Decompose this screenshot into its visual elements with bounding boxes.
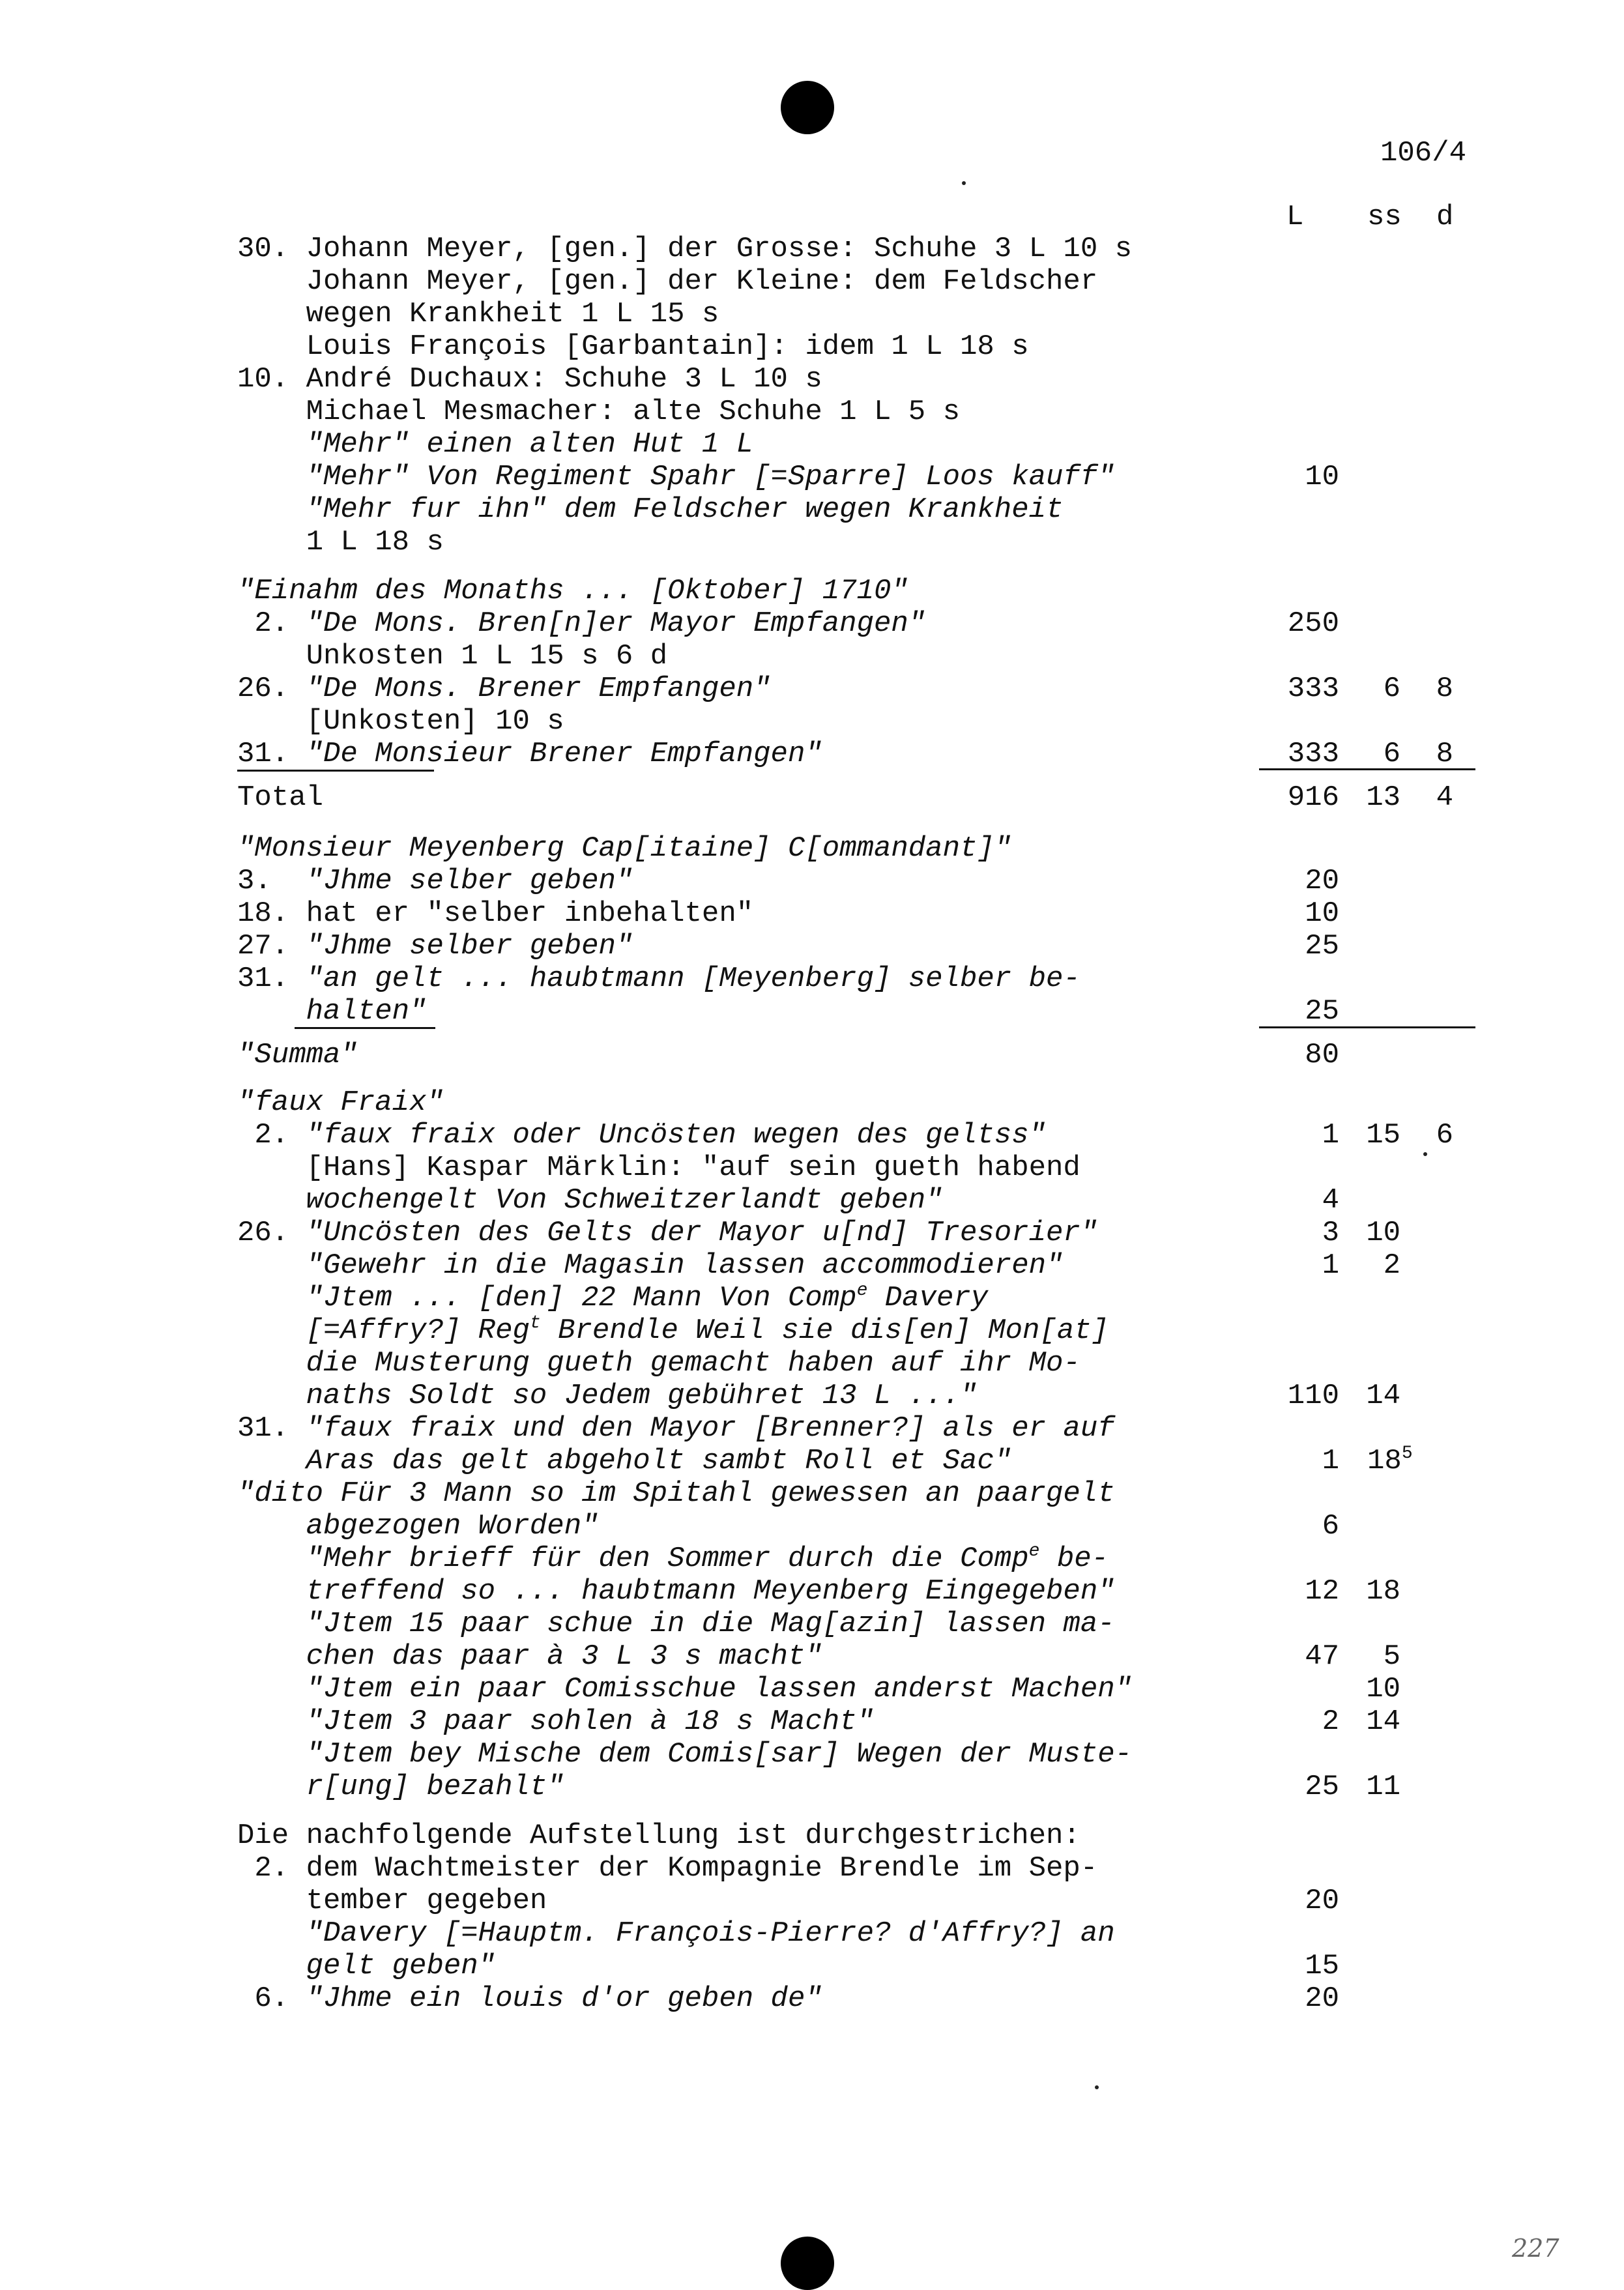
amount-ss: 5 — [1383, 1640, 1400, 1673]
entry-line: "dito Für 3 Mann so im Spitahl gewessen an paargelt — [237, 1477, 1115, 1510]
section-heading: "faux Fraix" — [237, 1086, 444, 1119]
amount-l: 15 — [1305, 1950, 1339, 1982]
entry-line: tember gegeben — [306, 1885, 547, 1917]
amount-l: 20 — [1305, 1982, 1339, 2015]
entry-line: "Jtem ein paar Comisschue lassen anderst Machen" — [306, 1673, 1133, 1705]
entry-line: "Mehr fur ihn" dem Feldscher wegen Krankheit — [306, 493, 1064, 526]
amount-l: 25 — [1305, 995, 1339, 1028]
entry-line: halten" — [306, 995, 427, 1028]
entry-line: "Jtem 15 paar schue in die Mag[azin] lassen ma- — [306, 1608, 1115, 1640]
amount-l: 25 — [1305, 930, 1339, 963]
entry-line: 6. "Jhme ein louis d'or geben de" — [254, 1982, 822, 2015]
section-heading: Die nachfolgende Aufstellung ist durchgestrichen: — [237, 1819, 1080, 1852]
amount-l: 110 — [1287, 1380, 1339, 1412]
entry-line: 27. "Jhme selber geben" — [237, 930, 633, 963]
sum-rule — [1259, 1026, 1475, 1028]
amount-l: 20 — [1305, 865, 1339, 897]
underline-rule — [237, 770, 434, 772]
entry-line: treffend so ... haubtmann Meyenberg Eingegeben" — [306, 1575, 1115, 1608]
entry-line: wegen Krankheit 1 L 15 s — [306, 298, 719, 330]
entry-line: "Mehr" einen alten Hut 1 L — [306, 428, 754, 461]
handwritten-page-number: 227 — [1512, 2234, 1559, 2263]
total-l: 916 — [1287, 781, 1339, 814]
entry-line: Unkosten 1 L 15 s 6 d — [306, 640, 668, 673]
entry-line: Johann Meyer, [gen.] der Kleine: dem Feldscher — [306, 265, 1098, 298]
entry-line: 31. "De Monsieur Brener Empfangen" — [237, 738, 822, 770]
amount-ss: 2 — [1383, 1249, 1400, 1282]
column-header-l: L — [1286, 201, 1304, 233]
section-heading: "Monsieur Meyenberg Cap[itaine] C[ommandant]" — [237, 832, 1012, 865]
amount-l: 2 — [1322, 1705, 1339, 1738]
total-label: Total — [237, 781, 324, 814]
entry-line: "Jtem ... [den] 22 Mann Von Comp$^e$ Davery — [306, 1281, 989, 1314]
entry-line: 3. "Jhme selber geben" — [237, 865, 633, 897]
amount-l: 3 — [1322, 1217, 1339, 1249]
entry-line: r[ung] bezahlt" — [306, 1771, 564, 1803]
punch-hole-bottom — [781, 2237, 834, 2290]
entry-line: 2. "De Mons. Bren[n]er Mayor Empfangen" — [254, 607, 926, 640]
entry-line: 10. André Duchaux: Schuhe 3 L 10 s — [237, 363, 822, 396]
amount-d: 8 — [1436, 673, 1453, 705]
amount-l: 47 — [1305, 1640, 1339, 1673]
speck — [1095, 2085, 1099, 2089]
entry-line: "Mehr brieff für den Sommer durch die Comp$^e$ be- — [306, 1541, 1109, 1575]
entry-line: "Davery [=Hauptm. François-Pierre? d'Affry?] an — [306, 1917, 1115, 1950]
entry-line: 31. "an gelt ... haubtmann [Meyenberg] selber be- — [237, 963, 1080, 995]
summa-l: 80 — [1305, 1039, 1339, 1071]
amount-l: 333 — [1287, 738, 1339, 770]
summa-label: "Summa" — [237, 1039, 358, 1071]
amount-l: 1 — [1322, 1249, 1339, 1282]
entry-line: 26. "De Mons. Brener Empfangen" — [237, 673, 771, 705]
entry-line: "Mehr" Von Regiment Spahr [=Sparre] Loos kauff" — [306, 461, 1115, 493]
page-number: 106/4 — [1380, 137, 1467, 169]
underline-rule — [295, 1027, 435, 1029]
amount-l: 25 — [1305, 1771, 1339, 1803]
amount-l: 12 — [1305, 1575, 1339, 1608]
entry-line: "Jtem bey Mische dem Comis[sar] Wegen der Muste- — [306, 1738, 1133, 1771]
entry-line: Louis François [Garbantain]: idem 1 L 18 s — [306, 330, 1029, 363]
entry-line: Aras das gelt abgeholt sambt Roll et Sac" — [306, 1445, 1012, 1477]
amount-l: 10 — [1305, 897, 1339, 930]
amount-ss: 6 — [1383, 738, 1400, 770]
entry-line: gelt geben" — [306, 1950, 496, 1982]
entry-line: "Jtem 3 paar sohlen à 18 s Macht" — [306, 1705, 874, 1738]
entry-line: 2. dem Wachtmeister der Kompagnie Brendle im Sep- — [254, 1852, 1098, 1885]
entry-line: Michael Mesmacher: alte Schuhe 1 L 5 s — [306, 396, 960, 428]
total-ss: 13 — [1366, 781, 1400, 814]
amount-ss: 10 — [1366, 1673, 1400, 1705]
amount-ss: 14 — [1366, 1380, 1400, 1412]
entry-line: chen das paar à 3 L 3 s macht" — [306, 1640, 822, 1673]
amount-ss: $18^5$ — [1367, 1443, 1413, 1477]
amount-l: 333 — [1287, 673, 1339, 705]
column-header-d: d — [1436, 201, 1454, 233]
amount-l: 6 — [1322, 1510, 1339, 1543]
entry-line: naths Soldt so Jedem gebühret 13 L ..." — [306, 1380, 978, 1412]
amount-ss: 18 — [1366, 1575, 1400, 1608]
entry-line: 2. "faux fraix oder Uncösten wegen des geltss" — [254, 1119, 1047, 1152]
entry-line: die Musterung gueth gemacht haben auf ihr Mo- — [306, 1347, 1080, 1380]
amount-ss: 6 — [1383, 673, 1400, 705]
speck — [962, 181, 966, 185]
column-header-ss: ss — [1367, 201, 1402, 233]
amount-l: 250 — [1287, 607, 1339, 640]
total-d: 4 — [1436, 781, 1453, 814]
entry-line: 1 L 18 s — [306, 526, 444, 558]
amount-d: 8 — [1436, 738, 1453, 770]
entry-line: 30. Johann Meyer, [gen.] der Grosse: Schuhe 3 L 10 s — [237, 233, 1133, 265]
speck — [1423, 1152, 1427, 1156]
amount-l: 10 — [1305, 461, 1339, 493]
amount-ss: 14 — [1366, 1705, 1400, 1738]
entry-line: [=Affry?] Reg$^t$ Brendle Weil sie dis[en] Mon[at] — [306, 1313, 1109, 1347]
entry-line: 18. hat er "selber inbehalten" — [237, 897, 754, 930]
entry-line: [Unkosten] 10 s — [306, 705, 564, 738]
amount-l: 1 — [1322, 1445, 1339, 1477]
amount-d: 6 — [1436, 1119, 1453, 1152]
amount-l: 20 — [1305, 1885, 1339, 1917]
entry-line: abgezogen Worden" — [306, 1510, 599, 1543]
amount-ss: 15 — [1366, 1119, 1400, 1152]
entry-line: wochengelt Von Schweitzerlandt geben" — [306, 1184, 943, 1217]
entry-line: "Gewehr in die Magasin lassen accommodieren" — [306, 1249, 1064, 1282]
amount-l: 4 — [1322, 1184, 1339, 1217]
section-heading: "Einahm des Monaths ... [Oktober] 1710" — [237, 575, 908, 607]
entry-line: 26. "Uncösten des Gelts der Mayor u[nd] Tresorier" — [237, 1217, 1098, 1249]
entry-line: [Hans] Kaspar Märklin: "auf sein gueth habend — [306, 1152, 1080, 1184]
amount-ss: 11 — [1366, 1771, 1400, 1803]
punch-hole-top — [781, 81, 834, 134]
sum-rule — [1259, 768, 1475, 770]
entry-line: 31. "faux fraix und den Mayor [Brenner?] als er auf — [237, 1412, 1115, 1445]
amount-ss: 10 — [1366, 1217, 1400, 1249]
amount-l: 1 — [1322, 1119, 1339, 1152]
